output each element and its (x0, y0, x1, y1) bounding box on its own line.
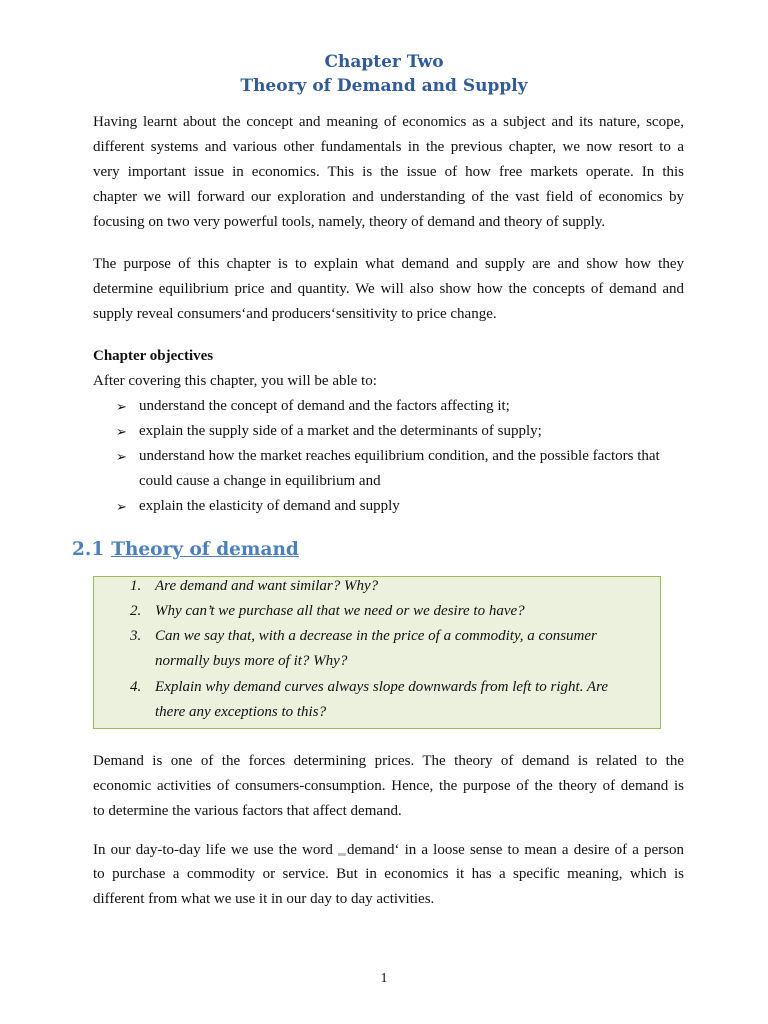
purpose-line: determine equilibrium price and quantity. We will also show how the concepts of demand and (93, 281, 684, 297)
objective-item-continued: could cause a change in equilibrium and (139, 473, 381, 489)
question-text-continued: there any exceptions to this? (155, 704, 327, 720)
objective-item: understand how the market reaches equilibrium condition, and the possible factors that (139, 448, 660, 464)
purpose-line: The purpose of this chapter is to explain what demand and supply are and show how they (93, 256, 684, 272)
section-heading (72, 537, 299, 563)
objective-item: understand the concept of demand and the factors affecting it; (139, 398, 510, 414)
arrow-bullet-icon: ➢ (116, 399, 127, 414)
section-number: 2.1 (72, 539, 105, 560)
objective-item: explain the supply side of a market and the determinants of supply; (139, 423, 542, 439)
quote-mark-icon (338, 853, 346, 856)
demand-line: to determine the various factors that affect demand. (93, 803, 402, 819)
question-text: Explain why demand curves always slope downwards from left to right. Are (155, 679, 609, 695)
daytoday-line-end: demand‘ in a loose sense to mean a desire of a person (347, 842, 684, 858)
purpose-line: supply reveal consumers‘and producers‘sensitivity to price change. (93, 306, 497, 322)
demand-line: Demand is one of the forces determining prices. The theory of demand is related to the (93, 753, 684, 769)
objectives-heading: Chapter objectives (93, 348, 214, 364)
intro-line: different systems and various other fundamentals in the previous chapter, we now resort to a (93, 139, 684, 155)
question-text: Can we say that, with a decrease in the price of a commodity, a consumer (155, 628, 597, 644)
question-text: Why can’t we purchase all that we need or we desire to have? (155, 603, 525, 619)
intro-line: very important issue in economics. This is the issue of how free markets operate. In this (93, 164, 684, 180)
intro-line: chapter we will forward our exploration and understanding of the vast field of economics by (93, 189, 684, 205)
arrow-bullet-icon: ➢ (116, 449, 127, 464)
arrow-bullet-icon: ➢ (116, 424, 127, 439)
page-number: 1 (380, 971, 388, 986)
question-text: Are demand and want similar? Why? (155, 578, 379, 594)
section-title: Theory of demand (111, 539, 299, 560)
intro-line: focusing on two very powerful tools, namely, theory of demand and theory of supply. (93, 214, 606, 230)
question-number: 4. (130, 679, 142, 695)
question-number: 2. (130, 603, 142, 619)
demand-line: economic activities of consumers-consumption. Hence, the purpose of the theory of demand is (93, 778, 684, 794)
daytoday-line: different from what we use it in our day to day activities. (93, 891, 435, 907)
daytoday-line: to purchase a commodity or service. But in economics it has a specific meaning, which is (93, 866, 684, 882)
daytoday-line (93, 838, 684, 863)
chapter-title: Theory of Demand and Supply (240, 76, 528, 96)
arrow-bullet-icon: ➢ (116, 499, 127, 514)
objective-item: explain the elasticity of demand and supply (139, 498, 400, 514)
question-number: 3. (130, 628, 142, 644)
objectives-intro: After covering this chapter, you will be able to: (93, 373, 377, 389)
intro-line: Having learnt about the concept and meaning of economics as a subject and its nature, scope, (93, 114, 684, 130)
daytoday-line-start: In our day-to-day life we use the word (93, 842, 339, 858)
question-number: 1. (130, 578, 142, 594)
chapter-label: Chapter Two (324, 52, 444, 72)
question-text-continued: normally buys more of it? Why? (155, 653, 348, 669)
